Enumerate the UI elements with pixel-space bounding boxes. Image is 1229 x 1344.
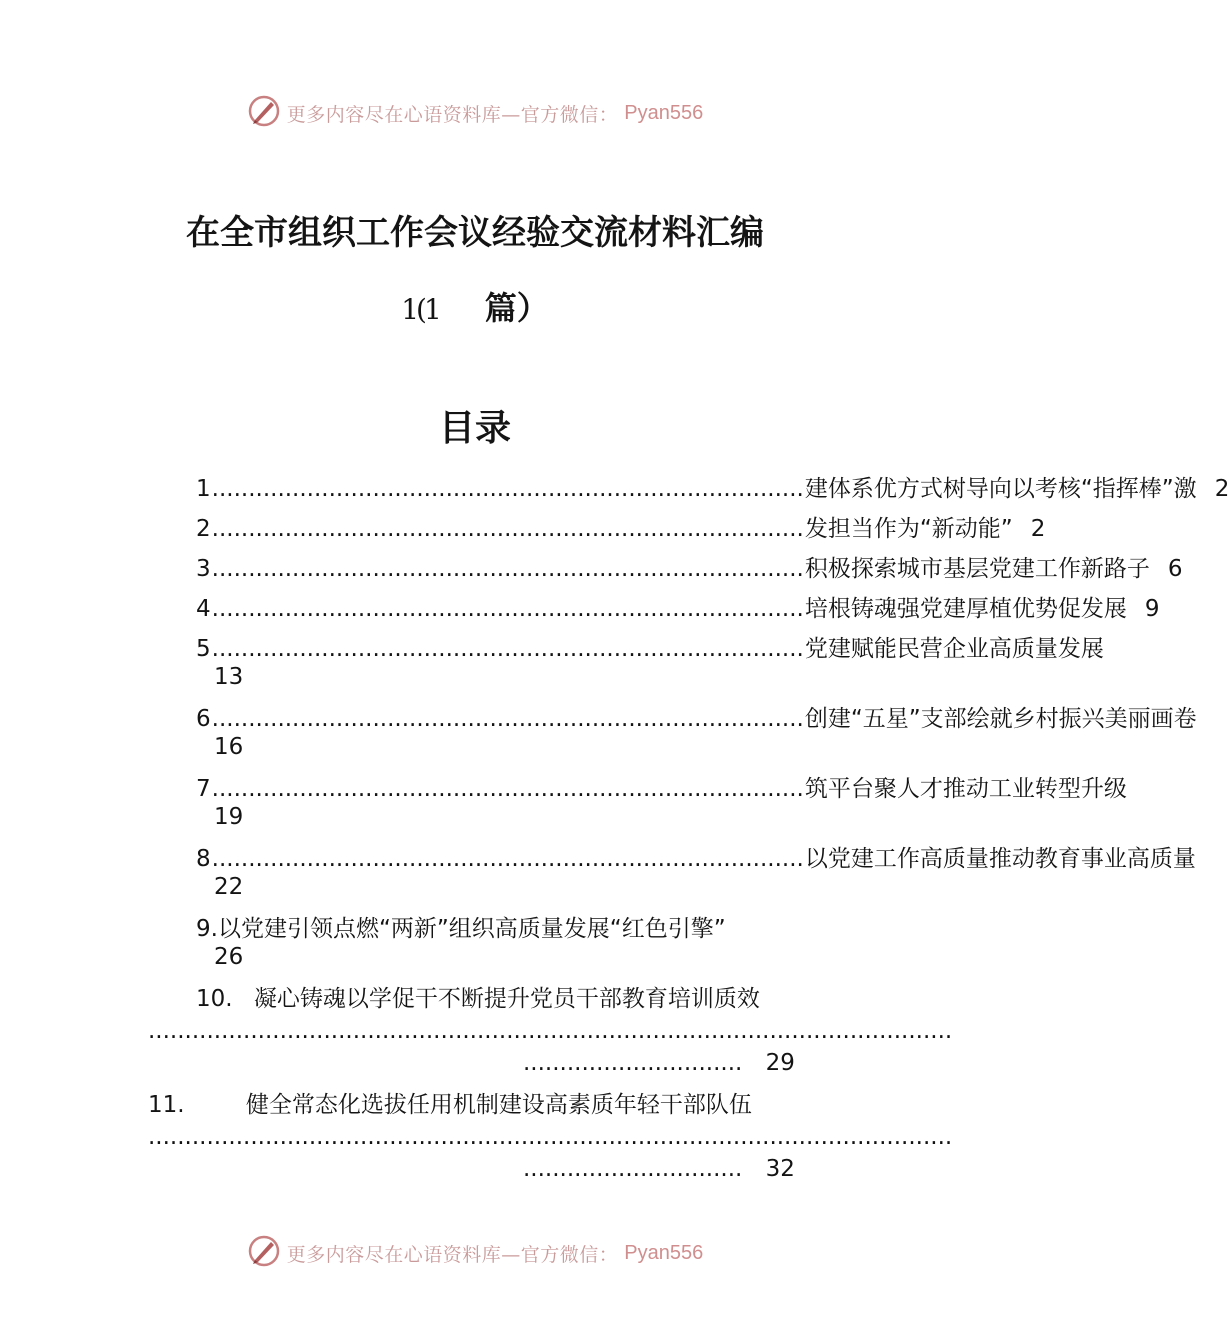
toc-entry-page: 16	[214, 734, 244, 760]
toc-entry-page: 2	[1030, 516, 1046, 542]
toc-entry-5[interactable]	[196, 634, 1104, 664]
toc-leader: ..............................................................................................................	[148, 1124, 953, 1150]
toc-leader: .................................................................................	[211, 846, 804, 872]
toc-entry-number: 1	[196, 476, 211, 502]
toc-entry-number: 3	[196, 556, 211, 582]
toc-leader: .................................................................................	[211, 776, 804, 802]
toc-entry-page: 22	[214, 874, 244, 900]
watermark-text: 更多内容尽在心语资料库—官方微信：	[286, 1243, 619, 1266]
watermark-id: Pyan556	[624, 101, 704, 124]
article-count-label: 篇）	[484, 289, 549, 327]
toc-entry-title: 培根铸魂强党建厚植优势促发展	[804, 596, 1127, 622]
toc-entry-title: 以党建工作高质量推动教育事业高质量	[804, 846, 1196, 872]
toc-entry-page: 32	[765, 1156, 795, 1182]
toc-entry-number: 5	[196, 636, 211, 662]
toc-entry-7[interactable]	[196, 774, 1127, 804]
pen-logo-icon	[247, 1234, 281, 1272]
toc-entry-number: 9.	[196, 916, 218, 942]
toc-entry-title: 建体系优方式树导向以考核“指挥棒”激	[804, 476, 1197, 502]
toc-entry-4[interactable]	[196, 594, 1160, 624]
document-subtitle	[0, 283, 950, 329]
toc-entry-11-page-line	[523, 1154, 795, 1184]
toc-entry-number: 8	[196, 846, 211, 872]
toc-entry-title: 以党建引领点燃“两新”组织高质量发展“红色引擎”	[217, 916, 726, 942]
toc-entry-10-page-line	[523, 1048, 795, 1078]
toc-entry-page: 2	[1214, 476, 1229, 502]
article-count: 1(1	[401, 293, 439, 326]
watermark-id: Pyan556	[624, 1241, 704, 1264]
toc-entry-title: 凝心铸魂以学促干不断提升党员干部教育培训质效	[253, 986, 760, 1012]
toc-entry-page: 9	[1144, 596, 1160, 622]
toc-entry-title: 筑平台聚人才推动工业转型升级	[804, 776, 1127, 802]
toc-entry-number: 7	[196, 776, 211, 802]
toc-leader: .................................................................................	[211, 706, 804, 732]
toc-leader: .................................................................................	[211, 636, 804, 662]
toc-heading: 目录	[438, 407, 511, 449]
toc-entry-page: 6	[1167, 556, 1183, 582]
toc-entry-number: 2	[196, 516, 211, 542]
toc-entry-11[interactable]	[148, 1090, 752, 1120]
watermark-header	[0, 93, 950, 133]
watermark-text: 更多内容尽在心语资料库—官方微信：	[286, 103, 619, 126]
toc-entry-6[interactable]	[196, 704, 1197, 734]
toc-entry-3[interactable]	[196, 554, 1183, 584]
pen-logo-icon	[247, 94, 281, 132]
toc-entry-1[interactable]	[196, 474, 1229, 504]
toc-entry-page: 19	[214, 804, 244, 830]
toc-leader: ..............................	[523, 1156, 743, 1182]
toc-entry-8[interactable]	[196, 844, 1196, 874]
toc-leader: ..............................................................................................................	[148, 1018, 953, 1044]
toc-leader: ..............................	[523, 1050, 743, 1076]
toc-entry-9[interactable]	[196, 914, 726, 944]
toc-entry-title: 发担当作为“新动能”	[804, 516, 1013, 542]
toc-entry-title: 健全常态化选拔任用机制建设高素质年轻干部队伍	[245, 1092, 752, 1118]
toc-entry-page: 13	[214, 664, 244, 690]
toc-leader: .................................................................................	[211, 596, 804, 622]
document-title: 在全市组织工作会议经验交流材料汇编	[186, 213, 764, 253]
toc-entry-title: 党建赋能民营企业高质量发展	[804, 636, 1104, 662]
toc-entry-number: 11.	[148, 1092, 185, 1118]
toc-entry-number: 10.	[196, 986, 233, 1012]
toc-leader: .................................................................................	[211, 476, 804, 502]
toc-leader: .................................................................................	[211, 556, 804, 582]
toc-entry-number: 6	[196, 706, 211, 732]
watermark-footer	[0, 1233, 950, 1273]
toc-entry-page: 29	[765, 1050, 795, 1076]
toc-entry-title: 创建“五星”支部绘就乡村振兴美丽画卷	[804, 706, 1197, 732]
toc-entry-number: 4	[196, 596, 211, 622]
toc-entry-2[interactable]	[196, 514, 1046, 544]
toc-entry-page: 26	[214, 944, 244, 970]
toc-leader: .................................................................................	[211, 516, 804, 542]
toc-entry-10[interactable]	[196, 984, 760, 1014]
toc-entry-title: 积极探索城市基层党建工作新路子	[804, 556, 1150, 582]
